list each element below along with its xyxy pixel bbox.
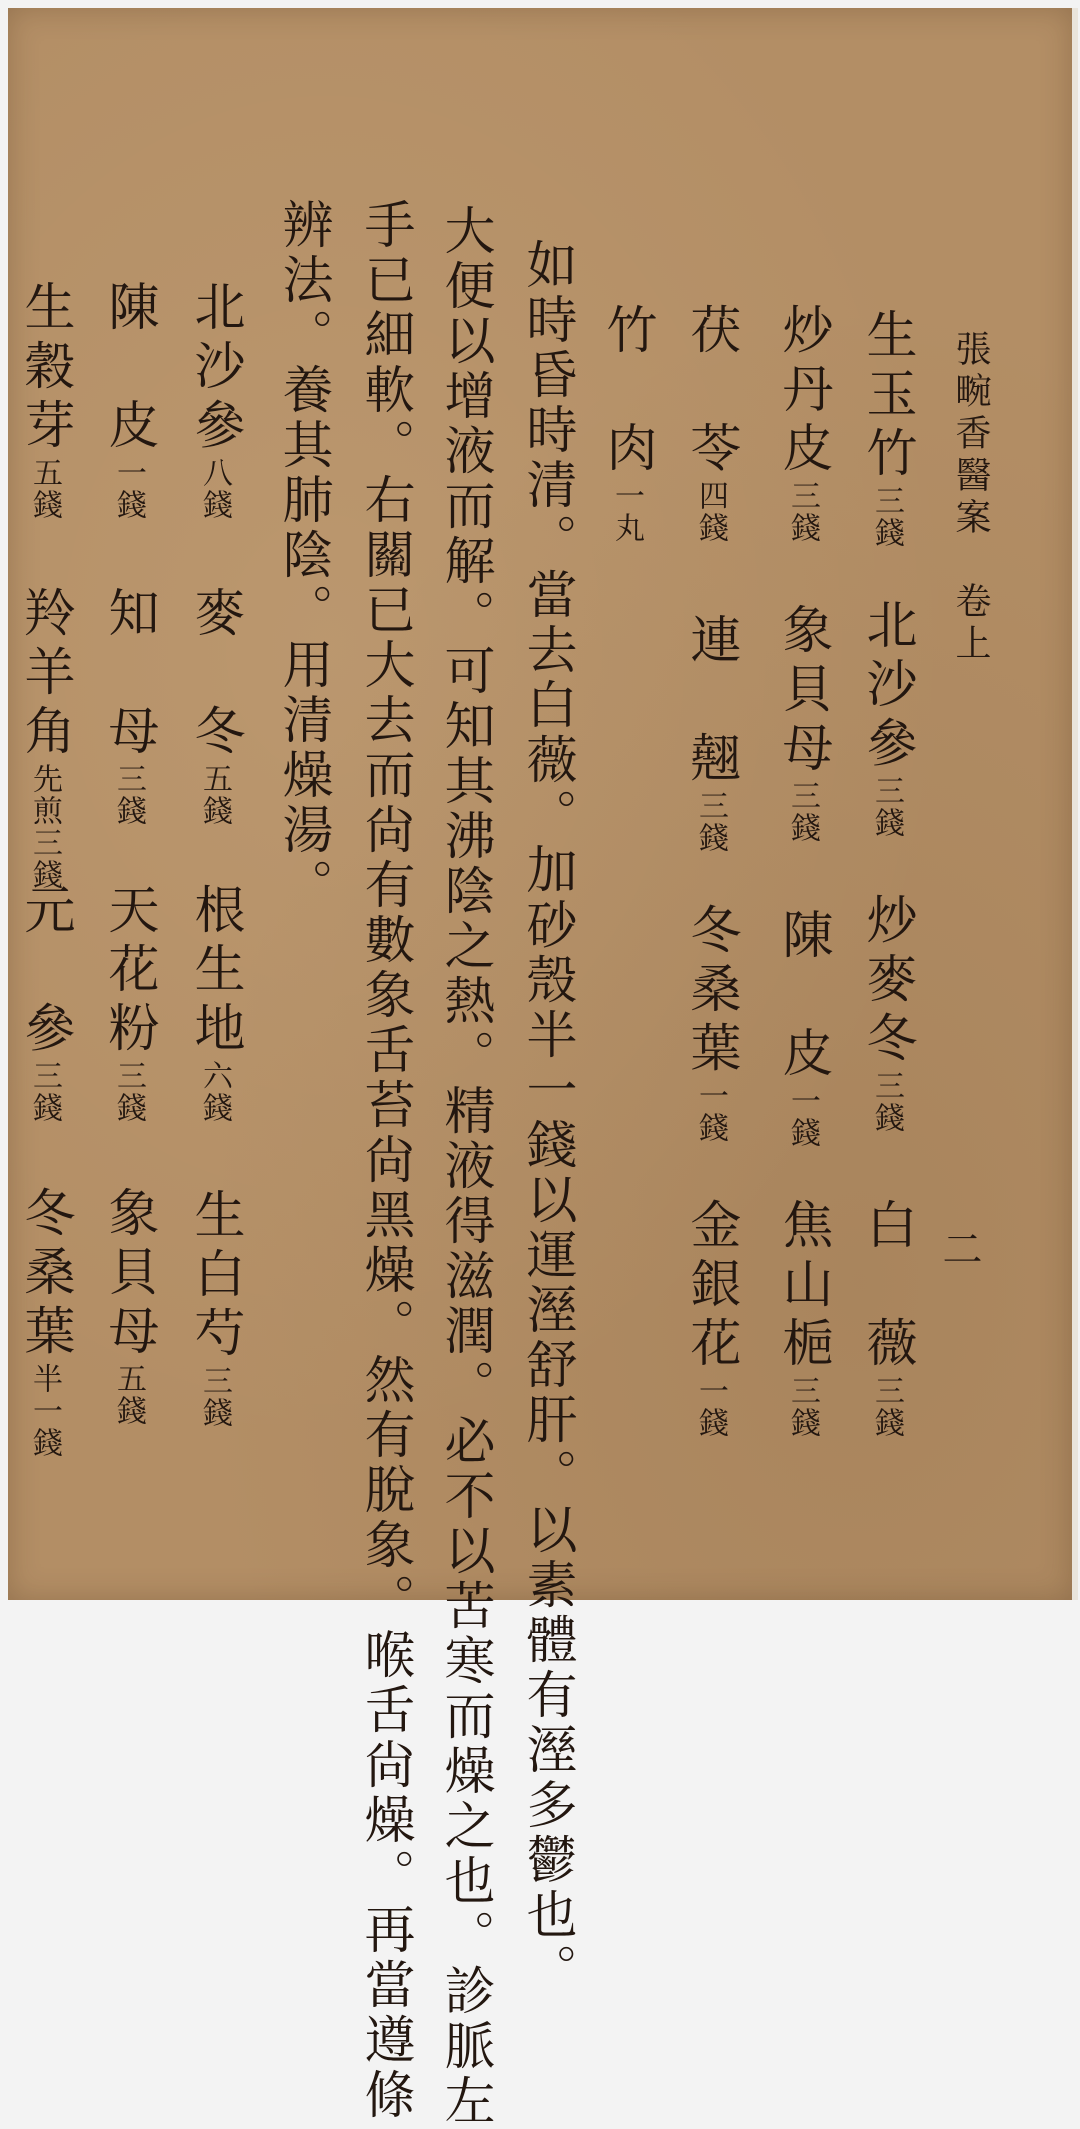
herb-entry: [681, 903, 740, 1144]
herb-name: 象貝母: [773, 603, 832, 780]
herb-entry: [15, 586, 74, 891]
herb-dose: 一錢: [693, 1080, 728, 1144]
herb-entry: [15, 1186, 74, 1459]
herb-dose: 八錢: [197, 457, 232, 521]
herb-entry: [99, 280, 158, 521]
herb-entry: [99, 1186, 158, 1427]
herb-name: 生穀芽: [15, 280, 74, 457]
text-column: 如時昏時清。當去白薇。加砂殼半一錢以運溼舒肝。以素體有溼多鬱也。: [517, 238, 576, 1998]
herb-dose: 半一錢: [27, 1363, 62, 1459]
text-column: 手已細軟。右關已大去而尙有數象舌苔尙黑燥。然有脫象。喉舌尙燥。再當遵條: [355, 198, 414, 2123]
herb-name: 北沙參: [857, 598, 916, 775]
running-header: 張畹香醫案 卷上: [950, 330, 991, 666]
herb-name: 炒丹皮: [773, 303, 832, 480]
herb-name: 知 母: [99, 586, 158, 763]
herb-dose: 三錢: [111, 1060, 146, 1124]
herb-entry: [773, 1198, 832, 1439]
herb-dose: 三錢: [693, 790, 728, 854]
herb-dose: 六錢: [197, 1060, 232, 1124]
herb-name: 陳 皮: [99, 280, 158, 457]
herb-name: 炒麥冬: [857, 893, 916, 1070]
page-number: 二: [936, 1228, 982, 1268]
herb-entry: [681, 1198, 740, 1439]
herb-dose: 五錢: [27, 457, 62, 521]
herb-entry: [185, 586, 244, 827]
herb-entry: [681, 613, 740, 854]
herb-entry: [99, 586, 158, 827]
herb-dose: 三錢: [111, 763, 146, 827]
herb-entry: [773, 303, 832, 544]
herb-dose: 三錢: [869, 485, 904, 549]
text-column: 大便以增液而解。可知其沸陰之熱。精液得滋潤。必不以苦寒而燥之也。診脈左: [435, 204, 494, 2129]
herb-name: 焦山梔: [773, 1198, 832, 1375]
book-page: [8, 8, 1078, 2129]
herb-name: 白 薇: [857, 1198, 916, 1375]
herb-dose: 三錢: [869, 1070, 904, 1134]
herb-entry: [185, 280, 244, 521]
herb-entry: [597, 303, 656, 544]
herb-dose: 一錢: [111, 457, 146, 521]
herb-dose: 四錢: [693, 480, 728, 544]
herb-dose: 三錢: [197, 1365, 232, 1429]
herb-entry: [773, 908, 832, 1149]
herb-dose: 三錢: [785, 480, 820, 544]
herb-name: 麥 冬: [185, 586, 244, 763]
herb-dose: 三錢: [785, 1375, 820, 1439]
herb-entry: [15, 280, 74, 521]
herb-entry: [773, 603, 832, 844]
herb-dose: 五錢: [111, 1363, 146, 1427]
herb-entry: [185, 1188, 244, 1429]
herb-entry: [185, 883, 244, 1124]
herb-entry: [857, 598, 916, 839]
herb-name: 生白芍: [185, 1188, 244, 1365]
text-column: 辨法。養其肺陰。用清燥湯。: [273, 198, 332, 913]
herb-name: 金銀花: [681, 1198, 740, 1375]
herb-name: 北沙參: [185, 280, 244, 457]
herb-name: 陳 皮: [773, 908, 832, 1085]
herb-name: 冬桑葉: [15, 1186, 74, 1363]
herb-entry: [15, 883, 74, 1124]
herb-entry: [857, 308, 916, 549]
herb-dose: 三錢: [27, 1060, 62, 1124]
herb-name: 象貝母: [99, 1186, 158, 1363]
herb-dose: 一錢: [693, 1375, 728, 1439]
herb-dose: 一丸: [609, 480, 644, 544]
herb-name: 元 參: [15, 883, 74, 1060]
herb-entry: [857, 1198, 916, 1439]
herb-dose: 三錢: [869, 1375, 904, 1439]
herb-entry: [681, 303, 740, 544]
herb-name: 羚羊角: [15, 586, 74, 763]
herb-name: 竹 肉: [597, 303, 656, 480]
herb-dose: 五錢: [197, 763, 232, 827]
herb-entry: [857, 893, 916, 1134]
herb-dose: 三錢: [869, 775, 904, 839]
herb-dose: 一錢: [785, 1085, 820, 1149]
herb-name: 連 翹: [681, 613, 740, 790]
herb-name: 天花粉: [99, 883, 158, 1060]
herb-dose: 三錢: [785, 780, 820, 844]
herb-name: 冬桑葉: [681, 903, 740, 1080]
herb-name: 生玉竹: [857, 308, 916, 485]
herb-name: 根生地: [185, 883, 244, 1060]
herb-entry: [99, 883, 158, 1124]
herb-name: 茯 苓: [681, 303, 740, 480]
herb-dose: 先煎三錢: [27, 763, 62, 891]
